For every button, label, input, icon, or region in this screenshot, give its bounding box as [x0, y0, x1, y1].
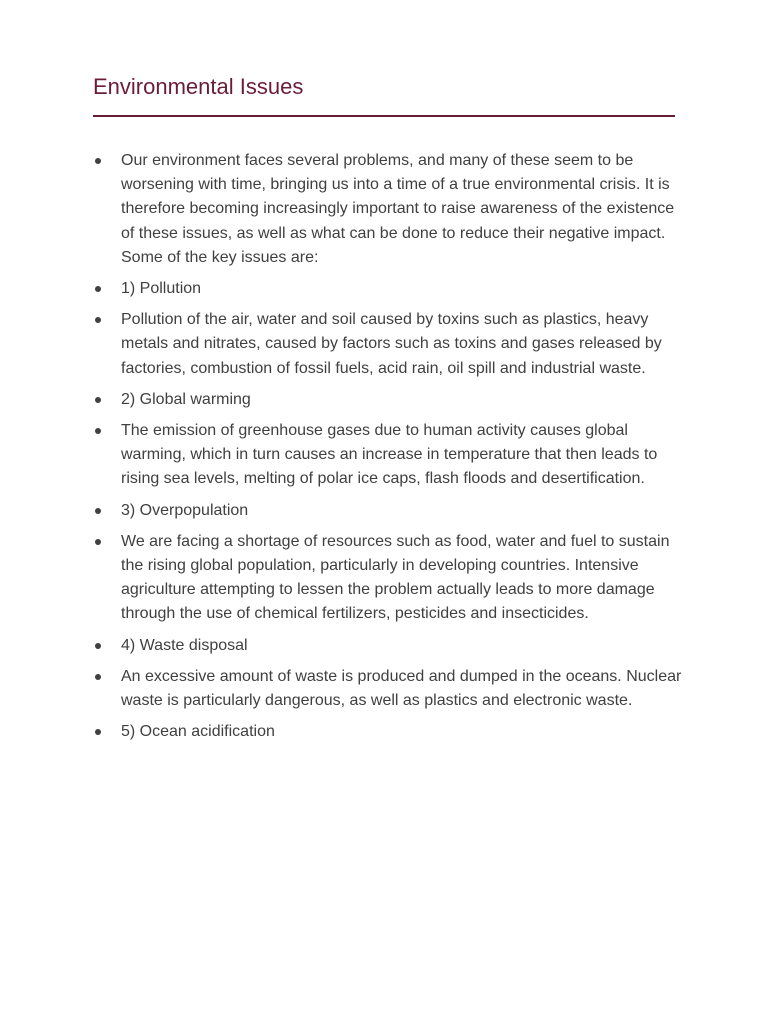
list-item — [93, 499, 683, 523]
list-item — [93, 530, 683, 627]
list-item-text: 1) Pollution — [121, 280, 202, 298]
bullet-dot-icon — [95, 729, 101, 735]
bullet-dot-icon — [95, 508, 101, 514]
list-item-text: 3) Overpopulation — [121, 501, 249, 519]
list-item — [93, 308, 683, 381]
list-item — [93, 388, 683, 412]
list-item — [93, 634, 683, 658]
list-item-text: 5) Ocean acidification — [121, 723, 275, 741]
bullet-list — [93, 149, 683, 751]
list-item-text: Our environment faces several problems, and many of these seem to be worsening with time, bringing us into a time of a true environmental crisis. It is therefore becoming increasingly important to raise awareness of the existence of these issues, as well as what can be done to reduce their negative impact. Some of the key issues are: — [121, 152, 675, 266]
list-item-text: 2) Global warming — [121, 390, 251, 408]
list-item — [93, 665, 683, 713]
bullet-dot-icon — [95, 286, 101, 292]
page-title: Environmental Issues — [93, 74, 304, 99]
title-divider — [93, 115, 675, 117]
bullet-dot-icon — [95, 397, 101, 403]
bullet-dot-icon — [95, 539, 101, 545]
list-item-text: Pollution of the air, water and soil caused by toxins such as plastics, heavy metals and nitrates, caused by factors such as toxins and gases released by factories, combustion of fossil fuels, acid rain, oil spill and industrial waste. — [121, 311, 662, 377]
list-item — [93, 277, 683, 301]
list-item-text: We are facing a shortage of resources such as food, water and fuel to sustain the rising global population, particularly in developing countries. Intensive agriculture attempting to lessen the problem actually leads to more damage through the use of chemical fertilizers, pesticides and insecticides. — [121, 532, 670, 623]
list-item — [93, 419, 683, 492]
list-item-text: 4) Waste disposal — [121, 636, 248, 654]
bullet-dot-icon — [95, 643, 101, 649]
bullet-dot-icon — [95, 158, 101, 164]
list-item-text: The emission of greenhouse gases due to human activity causes global warming, which in turn causes an increase in temperature that then leads to rising sea levels, melting of polar ice caps, flash floods and desertification. — [121, 422, 658, 488]
list-item-text: An excessive amount of waste is produced and dumped in the oceans. Nuclear waste is particularly dangerous, as well as plastics and electronic waste. — [121, 667, 682, 710]
bullet-dot-icon — [95, 317, 101, 323]
list-item — [93, 720, 683, 744]
bullet-dot-icon — [95, 674, 101, 680]
bullet-dot-icon — [95, 428, 101, 434]
list-item — [93, 149, 683, 270]
